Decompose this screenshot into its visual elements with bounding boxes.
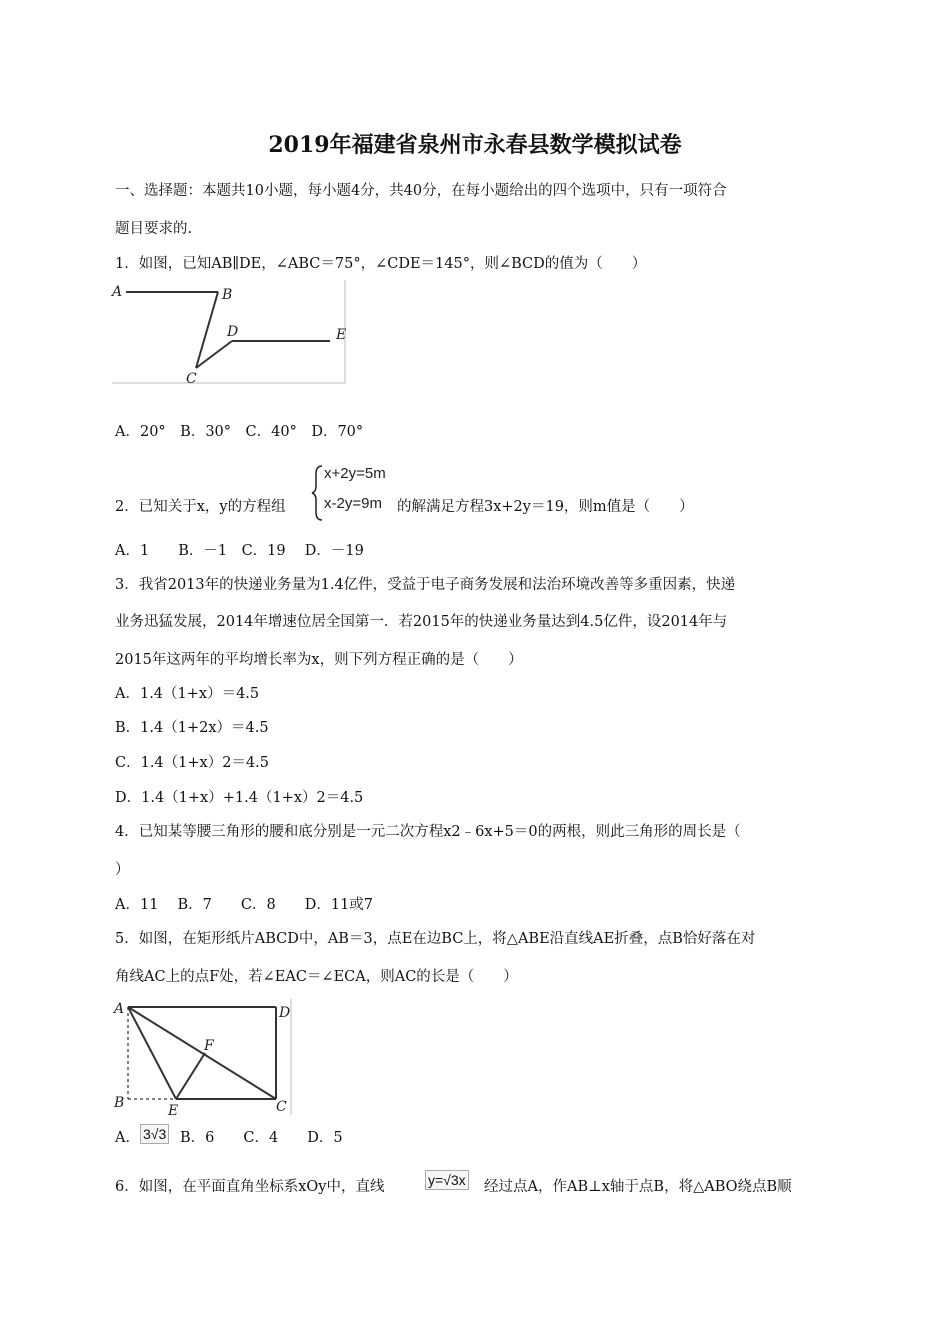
- question-1-stem: 1．如图，已知AB∥DE，∠ABC＝75°，∠CDE＝145°，则∠BCD的值为（ ）: [115, 256, 647, 272]
- question-3-option-d: D．1.4（1+x）+1.4（1+x）2＝4.5: [115, 790, 364, 806]
- question-6-stem-after: 经过点A，作AB⊥x轴于点B，将△ABO绕点B顺: [484, 1179, 792, 1195]
- system-equation-2: x-2y=9m: [324, 495, 382, 512]
- question-6-equation: y=√3x: [425, 1170, 469, 1190]
- point-label-f: F: [204, 1038, 214, 1054]
- point-label-a: A: [114, 1001, 125, 1017]
- segment-ac: [128, 1007, 276, 1099]
- question-6-stem-before: 6．如图，在平面直角坐标系xOy中，直线: [115, 1179, 385, 1195]
- question-5-options-rest: B．6 C．4 D．5: [180, 1130, 343, 1146]
- question-2-options: A．1 B．－1 C．19 D．－19: [115, 543, 364, 559]
- section-heading-line1: 一、选择题：本题共10小题，每小题4分，共40分，在每小题给出的四个选项中，只有一项符合: [115, 183, 727, 199]
- point-label-a: A: [112, 284, 123, 300]
- point-label-e: E: [168, 1103, 179, 1119]
- point-label-c: C: [276, 1099, 287, 1115]
- segment-cd: [196, 341, 232, 368]
- question-3-line1: 3．我省2013年的快递业务量为1.4亿件，受益于电子商务发展和法治环境改善等多重因素，快递: [115, 577, 736, 593]
- question-5-option-a-math: 3√3: [140, 1124, 169, 1144]
- point-label-b: B: [222, 287, 233, 303]
- page-title: 2019年福建省泉州市永春县数学模拟试卷: [268, 132, 682, 158]
- question-3-option-a: A．1.4（1+x）＝4.5: [115, 686, 260, 702]
- question-3-line3: 2015年这两年的平均增长率为x，则下列方程正确的是（ ）: [115, 652, 523, 668]
- question-1-figure: [108, 278, 353, 388]
- question-5-figure: [108, 995, 300, 1120]
- point-label-c: C: [186, 371, 197, 387]
- segment-bc: [196, 292, 218, 368]
- question-4-options: A．11 B．7 C．8 D．11或7: [115, 897, 374, 913]
- question-4-line2: ）: [115, 862, 130, 878]
- question-5-line1: 5．如图，在矩形纸片ABCD中，AB＝3，点E在边BC上，将△ABE沿直线AE折叠，点B恰好落在对: [115, 931, 756, 947]
- question-3-option-b: B．1.4（1+2x）＝4.5: [115, 720, 269, 736]
- question-2-stem-before: 2．已知关于x，y的方程组: [115, 499, 286, 515]
- segment-ef: [176, 1053, 205, 1099]
- point-label-b: B: [114, 1095, 125, 1111]
- question-5-option-a-prefix: A．: [115, 1130, 140, 1146]
- question-4-line1: 4．已知某等腰三角形的腰和底分别是一元二次方程x2﹣6x+5＝0的两根，则此三角形的周长是（: [115, 824, 741, 840]
- question-3-line2: 业务迅猛发展，2014年增速位居全国第一．若2015年的快递业务量达到4.5亿件，设2014年与: [115, 614, 728, 630]
- question-1-options: A．20° B．30° C．40° D．70°: [115, 424, 364, 440]
- section-heading-line2: 题目要求的.: [115, 221, 193, 237]
- question-2-equation-system: [310, 462, 400, 522]
- system-equation-1: x+2y=5m: [324, 465, 386, 482]
- point-label-d: D: [279, 1005, 291, 1021]
- point-label-d: D: [227, 324, 239, 340]
- brace-icon: [310, 464, 324, 522]
- point-label-e: E: [336, 327, 347, 343]
- question-5-line2: 角线AC上的点F处，若∠EAC＝∠ECA，则AC的长是（ ）: [115, 969, 518, 985]
- question-2-stem-after: 的解满足方程3x+2y＝19，则m值是（ ）: [397, 499, 694, 515]
- question-3-option-c: C．1.4（1+x）2＝4.5: [115, 755, 269, 771]
